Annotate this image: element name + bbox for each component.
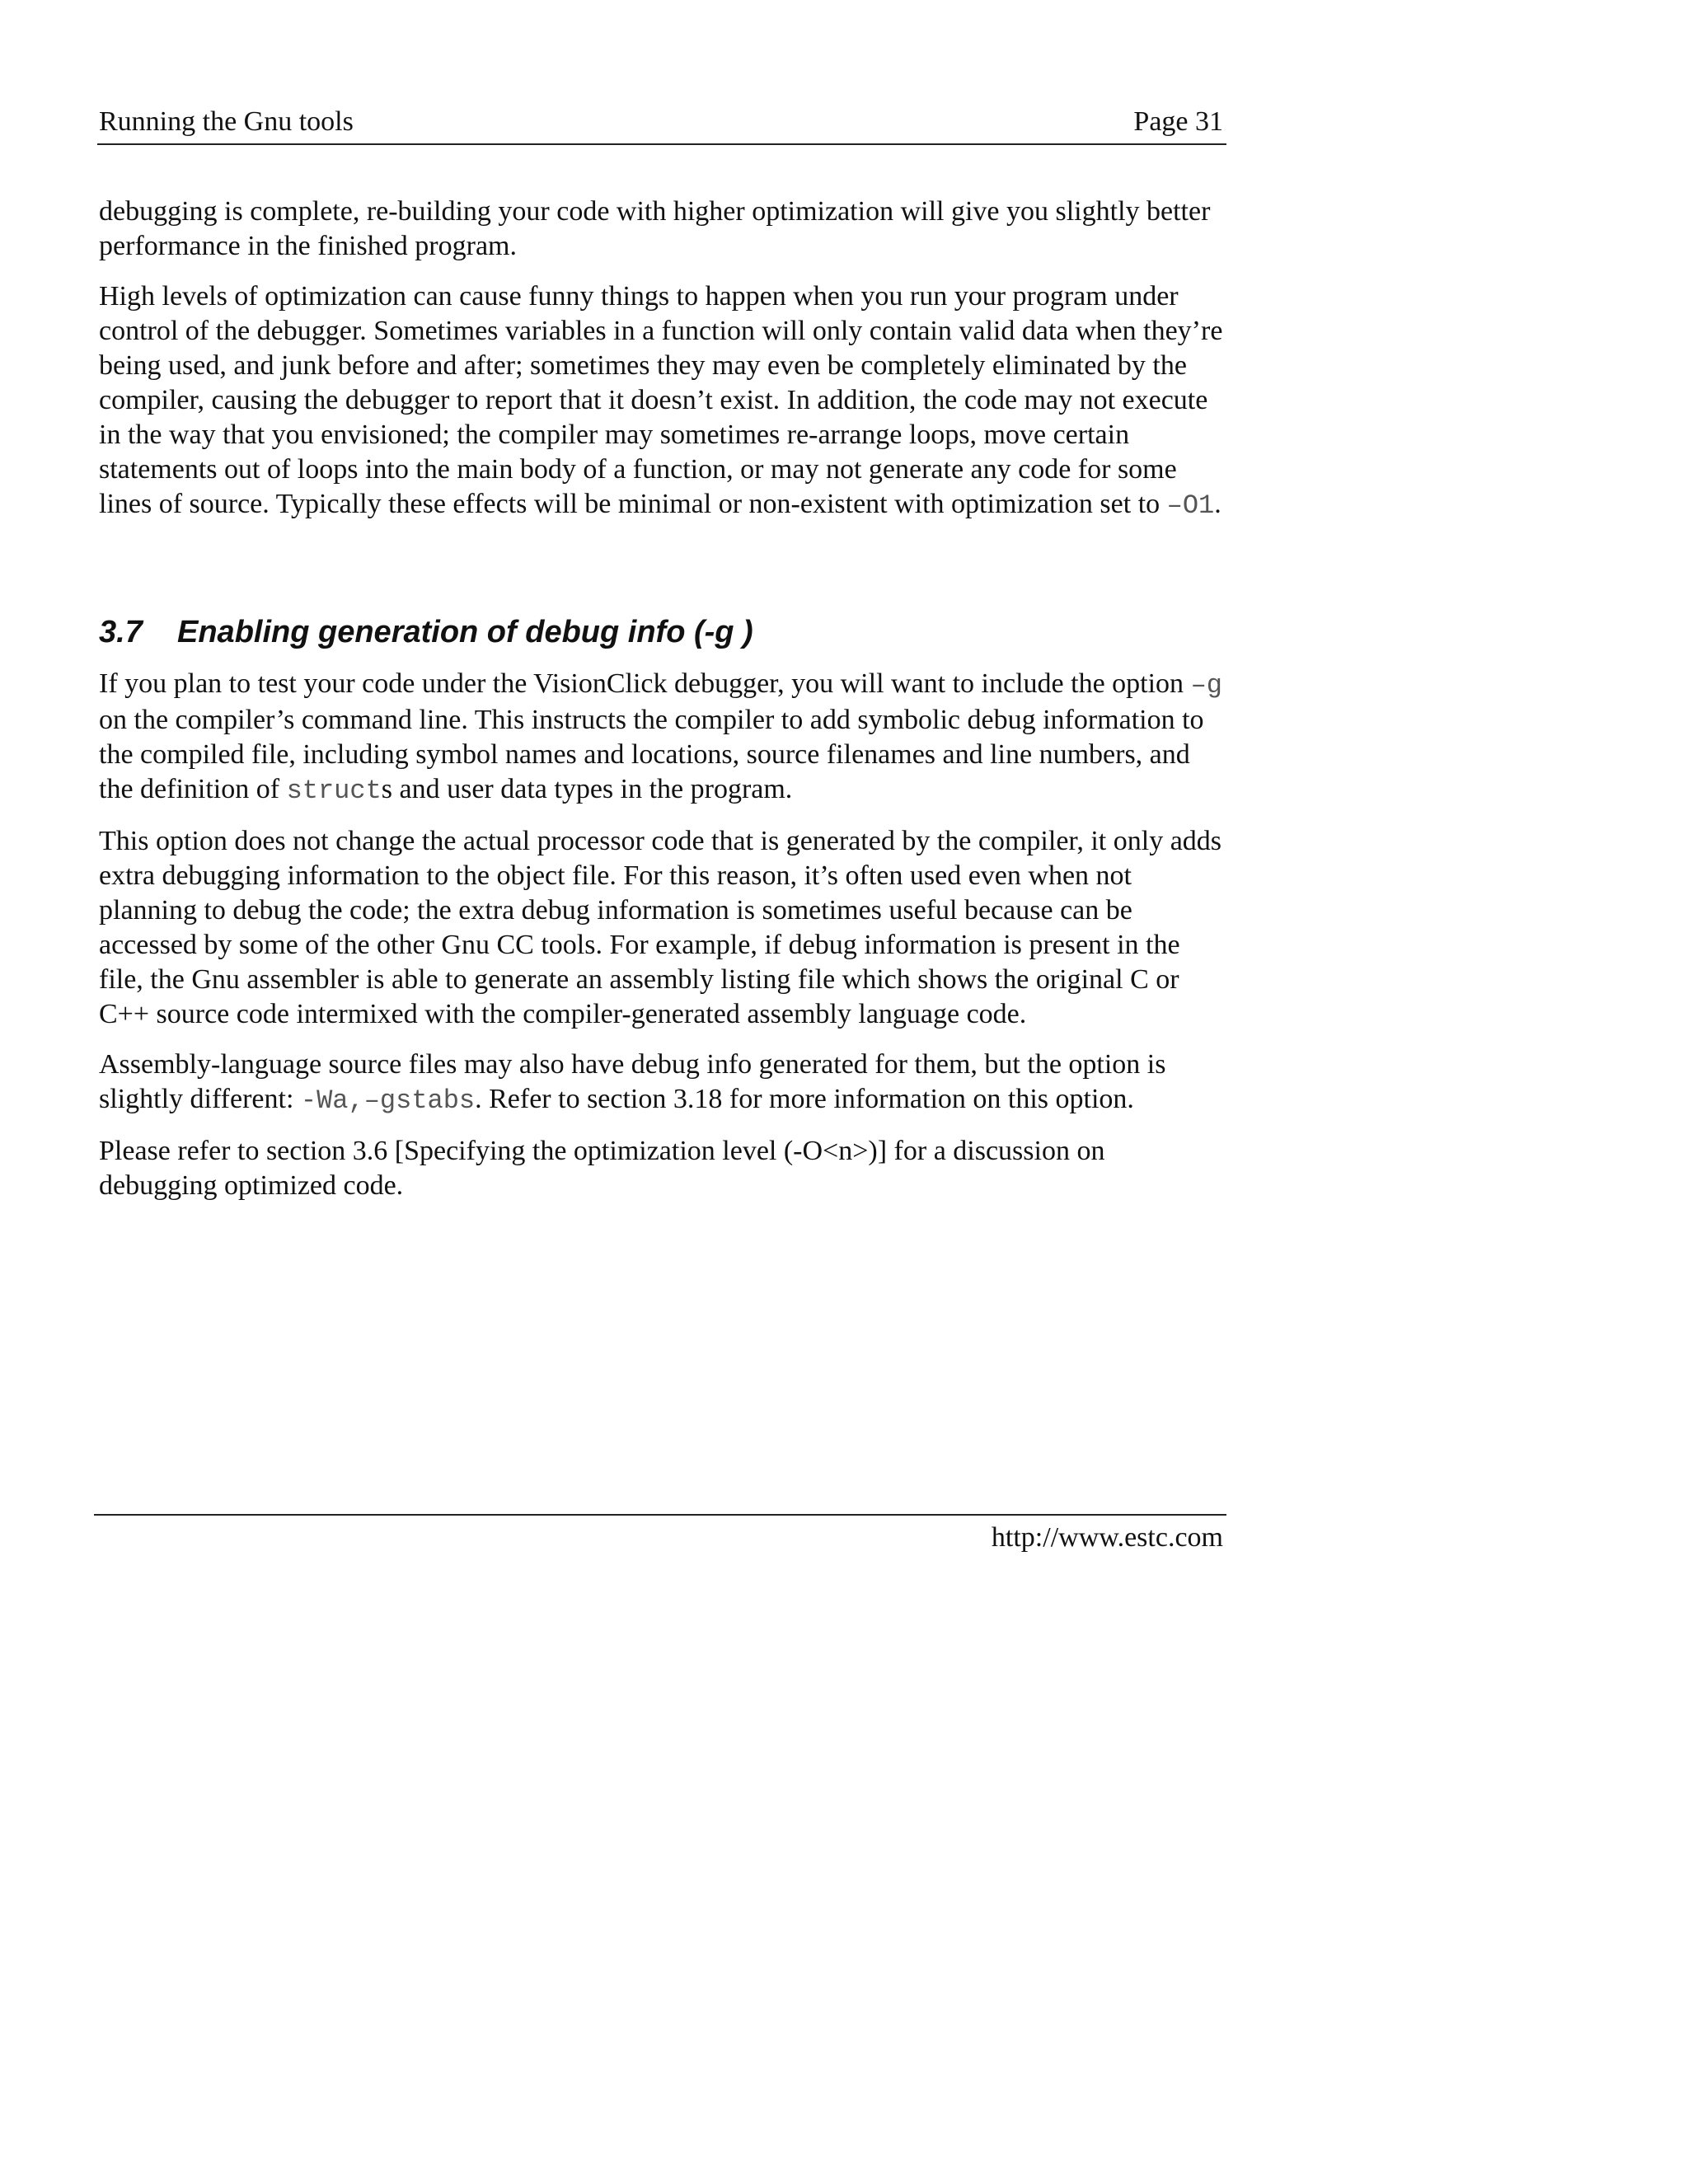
footer-url: http://www.estc.com [991, 1522, 1223, 1553]
paragraph-optimization-effects [99, 279, 1228, 523]
paragraph-debugger-option [99, 667, 1228, 808]
gstabs-flag-code: -Wa,–gstabs [300, 1085, 476, 1116]
paragraph-debug-info-use: This option does not change the actual processor code that is generated by the compiler, it only adds extra debugging information to the object file. For this reason, it’s often used even when not planning to debug the code; the extra debug information is sometimes useful because can be accessed by some of the other Gnu CC tools. For example, if debug information is present in the file, the Gnu assembler is able to generate an assembly listing file which shows the original C or C++ source code intermixed with the compiler-generated assembly language code. [99, 826, 1222, 1029]
section-heading [99, 612, 1228, 652]
paragraph-assembly-debug-part2: . Refer to section 3.18 for more information on this option. [475, 1084, 1134, 1114]
paragraph-assembly-debug [99, 1047, 1228, 1118]
paragraph-debugging-complete: debugging is complete, re-building your code with higher optimization will give you slightly better performance in the finished program. [99, 196, 1211, 261]
optimization-flag-code: –O1 [1166, 490, 1215, 521]
paragraph-optimization-effects-text: High levels of optimization can cause funny things to happen when you run your program under control of the debugger. Sometimes variables in a function will only contain valid data when they’re being used, and junk before and after; sometimes they may even be completely eliminated by the compiler, causing the debugger to report that it doesn’t exist. In addition, the code may not execute in the way that you envisioned; the compiler may sometimes re-arrange loops, move certain statements out of loops into the main body of a function, or may not generate any code for some lines of source. Typically these effects will be minimal or non-existent with optimization set to [99, 281, 1223, 519]
section-title: Enabling generation of debug info (-g ) [177, 615, 753, 649]
paragraph-section-reference: Please refer to section 3.6 [Specifying the optimization level (-O<n>)] for a discussion on debugging optimized code. [99, 1136, 1105, 1201]
running-header-title: Running the Gnu tools [99, 106, 354, 137]
paragraph-assembly-debug-part1: Assembly-language source files may also have debug info generated for them, but the option is slightly different: [99, 1049, 1166, 1114]
footer-rule [94, 1514, 1226, 1516]
section-number: 3.7 [99, 615, 143, 649]
debug-flag-code: –g [1190, 670, 1222, 701]
page-header [97, 102, 1226, 145]
paragraph-debugger-option-part3: s and user data types in the program. [381, 774, 793, 804]
document-body [99, 194, 1228, 1219]
page-number: Page 31 [1133, 106, 1223, 137]
struct-code: struct [286, 776, 382, 806]
paragraph-debugger-option-part1: If you plan to test your code under the VisionClick debugger, you will want to include the option [99, 668, 1191, 699]
paragraph-debugger-option-part2: on the compiler’s command line. This instructs the compiler to add symbolic debug information to the compiled file, including symbol names and locations, source filenames and line numbers, and the definition of [99, 705, 1204, 804]
paragraph-optimization-effects-suffix: . [1214, 489, 1221, 519]
